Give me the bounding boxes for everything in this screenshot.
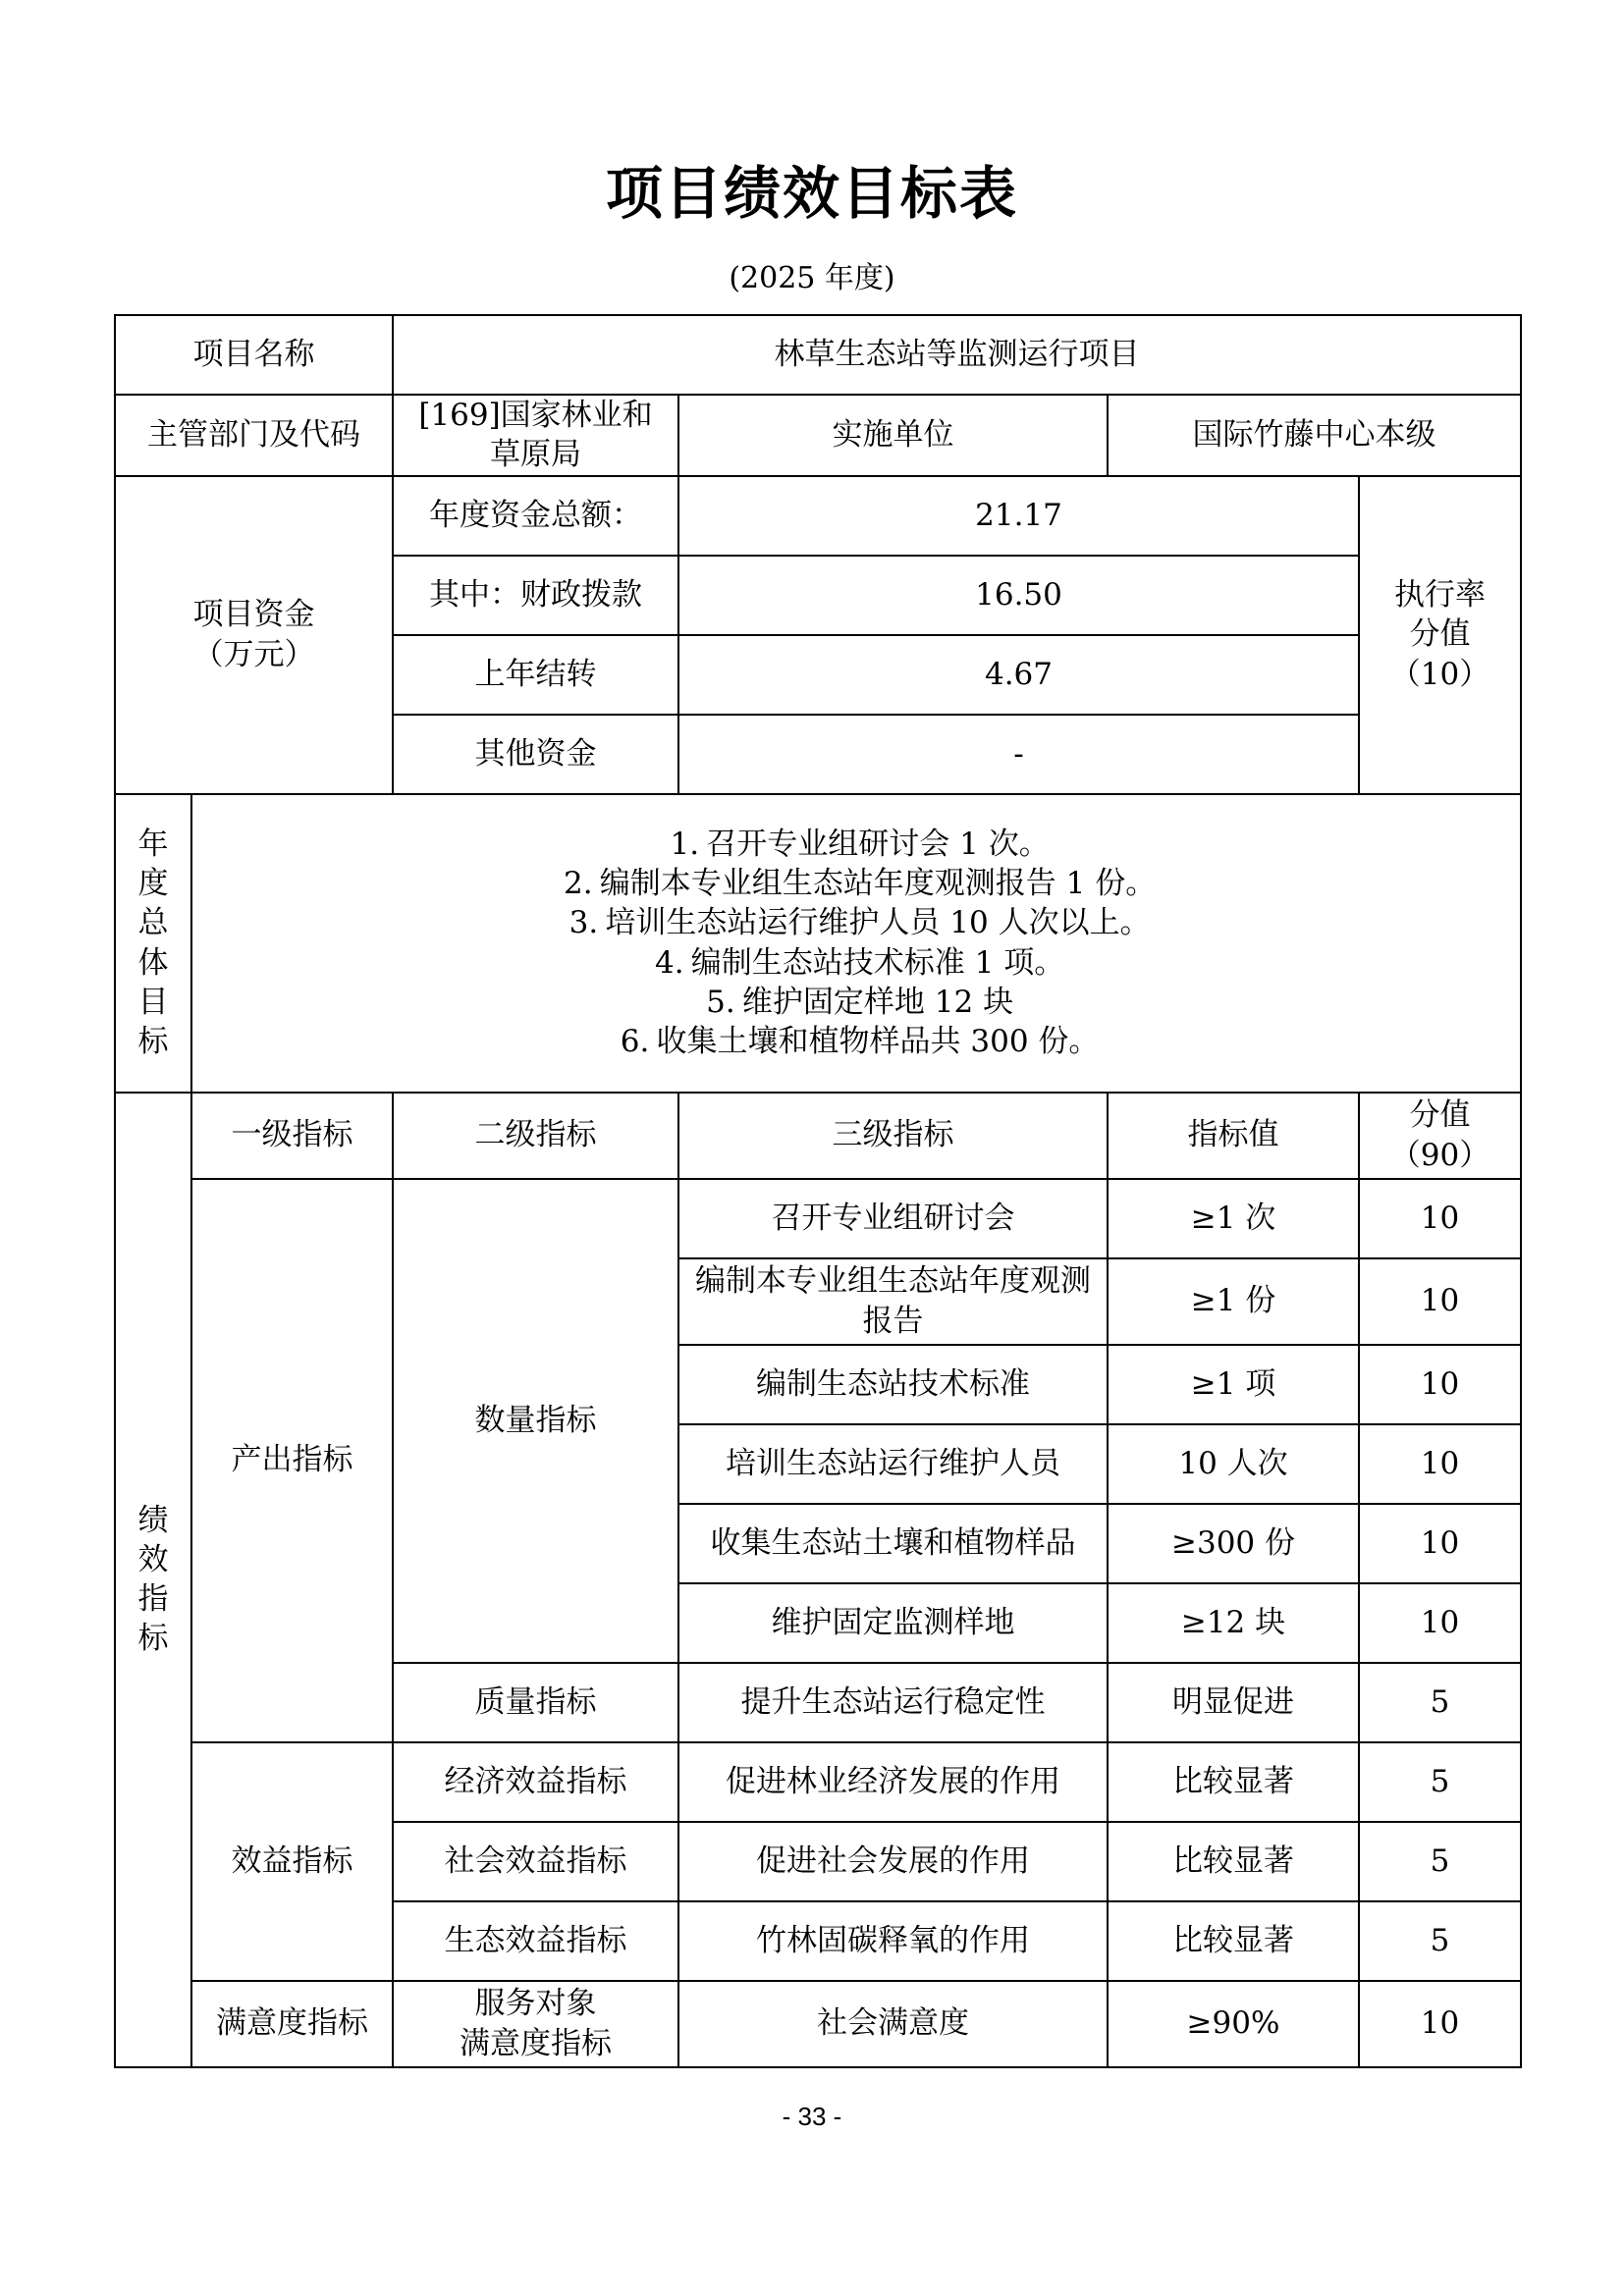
indicator-value: ≥90% [1108, 1981, 1359, 2067]
impl-label: 实施单位 [678, 395, 1108, 476]
goal-item [202, 983, 1510, 1022]
satisfaction-level2-line2: 满意度指标 [460, 2025, 612, 2061]
goals-label-char: 标 [137, 1024, 169, 1060]
goal-number: 3. [568, 905, 599, 941]
indicator-score: 10 [1359, 1179, 1521, 1258]
header-score [1359, 1093, 1521, 1179]
indicator-score: 5 [1359, 1742, 1521, 1822]
indicator-value: 比较显著 [1108, 1822, 1359, 1901]
indicator-value: ≥1 项 [1108, 1345, 1359, 1424]
dept-value: [169]国家林业和草原局 [393, 395, 678, 476]
goal-item [202, 864, 1510, 903]
indicator-name: 社会满意度 [678, 1981, 1108, 2067]
goal-number: 6. [620, 1024, 650, 1060]
goal-number: 2. [563, 866, 593, 901]
indicator-value: ≥1 份 [1108, 1258, 1359, 1345]
header-score-line2: （90） [1389, 1137, 1490, 1173]
goals-label-char: 体 [137, 944, 169, 981]
exec-rate-line3: （10） [1389, 656, 1490, 692]
satisfaction-level2-line1: 服务对象 [474, 1986, 597, 2022]
satisfaction-level2 [393, 1981, 678, 2067]
quantity-label: 数量指标 [393, 1179, 678, 1663]
funds-fiscal-label: 其中：财政拨款 [393, 556, 678, 635]
indicator-name: 编制本专业组生态站年度观测报告 [678, 1258, 1108, 1345]
benefit-label: 效益指标 [191, 1742, 393, 1981]
header-level3: 三级指标 [678, 1093, 1108, 1179]
funds-label [115, 476, 393, 794]
page-number: - 33 - [782, 2102, 842, 2131]
goals-label-char: 目 [137, 984, 169, 1020]
header-level1: 一级指标 [191, 1093, 393, 1179]
header-value: 指标值 [1108, 1093, 1359, 1179]
funds-label-line2: （万元） [192, 636, 315, 672]
goal-item [202, 943, 1510, 983]
indicator-score: 10 [1359, 1583, 1521, 1663]
indicator-score: 5 [1359, 1822, 1521, 1901]
goals-label [115, 794, 191, 1093]
indicator-value: 10 人次 [1108, 1424, 1359, 1504]
indicator-score: 5 [1359, 1901, 1521, 1981]
funds-carry-value: 4.67 [678, 635, 1359, 715]
funds-total-value: 21.17 [678, 476, 1359, 556]
perf-label-char: 指 [137, 1581, 169, 1618]
perf-label-char: 标 [137, 1621, 169, 1657]
indicator-value: ≥300 份 [1108, 1504, 1359, 1583]
quality-label: 质量指标 [393, 1663, 678, 1742]
goals-label-char: 度 [137, 866, 169, 901]
header-level2: 二级指标 [393, 1093, 678, 1179]
goal-number: 1. [670, 826, 700, 862]
funds-fiscal-value: 16.50 [678, 556, 1359, 635]
perf-label-char: 绩 [137, 1502, 169, 1538]
funds-total-row [115, 476, 1521, 556]
goals-label-char: 总 [137, 905, 169, 941]
performance-table [114, 314, 1522, 2068]
goal-number: 5. [706, 984, 735, 1020]
indicator-score: 10 [1359, 1258, 1521, 1345]
project-name-label: 项目名称 [115, 315, 393, 395]
exec-rate-line1: 执行率 [1394, 577, 1486, 614]
table-row [115, 1742, 1521, 1822]
goal-text: 召开专业组研讨会 1 次。 [706, 826, 1050, 862]
goal-item [202, 825, 1510, 864]
header-score-line1: 分值 [1409, 1097, 1471, 1134]
goal-text: 编制生态站技术标准 1 项。 [690, 944, 1065, 981]
indicator-score: 10 [1359, 1345, 1521, 1424]
project-name-value: 林草生态站等监测运行项目 [393, 315, 1521, 395]
satisfaction-label: 满意度指标 [191, 1981, 393, 2067]
indicator-value: 明显促进 [1108, 1663, 1359, 1742]
indicator-name: 促进社会发展的作用 [678, 1822, 1108, 1901]
indicator-score: 5 [1359, 1663, 1521, 1742]
indicator-name: 培训生态站运行维护人员 [678, 1424, 1108, 1504]
goal-number: 4. [654, 944, 684, 981]
indicator-name: 编制生态站技术标准 [678, 1345, 1108, 1424]
indicator-name: 维护固定监测样地 [678, 1583, 1108, 1663]
goals-list [191, 794, 1521, 1093]
benefit-level2: 经济效益指标 [393, 1742, 678, 1822]
indicator-name: 促进林业经济发展的作用 [678, 1742, 1108, 1822]
goal-item [202, 903, 1510, 942]
indicator-name: 竹林固碳释氧的作用 [678, 1901, 1108, 1981]
dept-row [115, 395, 1521, 476]
impl-value: 国际竹藤中心本级 [1108, 395, 1521, 476]
perf-label [115, 1093, 191, 2067]
goal-item [202, 1022, 1510, 1061]
goal-text: 编制本专业组生态站年度观测报告 1 份。 [599, 866, 1157, 901]
indicator-value: ≥12 块 [1108, 1583, 1359, 1663]
indicator-score: 10 [1359, 1504, 1521, 1583]
indicator-value: ≥1 次 [1108, 1179, 1359, 1258]
goals-label-char: 年 [137, 826, 169, 862]
funds-other-value: - [678, 715, 1359, 794]
dept-label: 主管部门及代码 [115, 395, 393, 476]
indicator-score: 10 [1359, 1981, 1521, 2067]
exec-rate-line2: 分值 [1409, 616, 1471, 653]
perf-label-char: 效 [137, 1541, 169, 1577]
benefit-level2: 社会效益指标 [393, 1822, 678, 1901]
indicator-name: 收集生态站土壤和植物样品 [678, 1504, 1108, 1583]
indicator-value: 比较显著 [1108, 1901, 1359, 1981]
funds-total-label: 年度资金总额： [393, 476, 678, 556]
indicator-name: 提升生态站运行稳定性 [678, 1663, 1108, 1742]
goal-text: 收集土壤和植物样品共 300 份。 [656, 1024, 1100, 1060]
funds-other-label: 其他资金 [393, 715, 678, 794]
funds-carry-label: 上年结转 [393, 635, 678, 715]
project-name-row [115, 315, 1521, 395]
page-title: 项目绩效目标表 [605, 160, 1018, 227]
table-row [115, 1981, 1521, 2067]
indicator-name: 召开专业组研讨会 [678, 1179, 1108, 1258]
output-label: 产出指标 [191, 1179, 393, 1742]
benefit-level2: 生态效益指标 [393, 1901, 678, 1981]
goal-text: 维护固定样地 12 块 [741, 984, 1014, 1020]
funds-label-line1: 项目资金 [192, 597, 315, 633]
goal-text: 培训生态站运行维护人员 10 人次以上。 [605, 905, 1151, 941]
goals-row [115, 794, 1521, 1093]
exec-rate-cell [1359, 476, 1521, 794]
perf-header-row [115, 1093, 1521, 1179]
table-row [115, 1179, 1521, 1258]
indicator-score: 10 [1359, 1424, 1521, 1504]
year-label: (2025 年度) [729, 261, 895, 295]
indicator-value: 比较显著 [1108, 1742, 1359, 1822]
